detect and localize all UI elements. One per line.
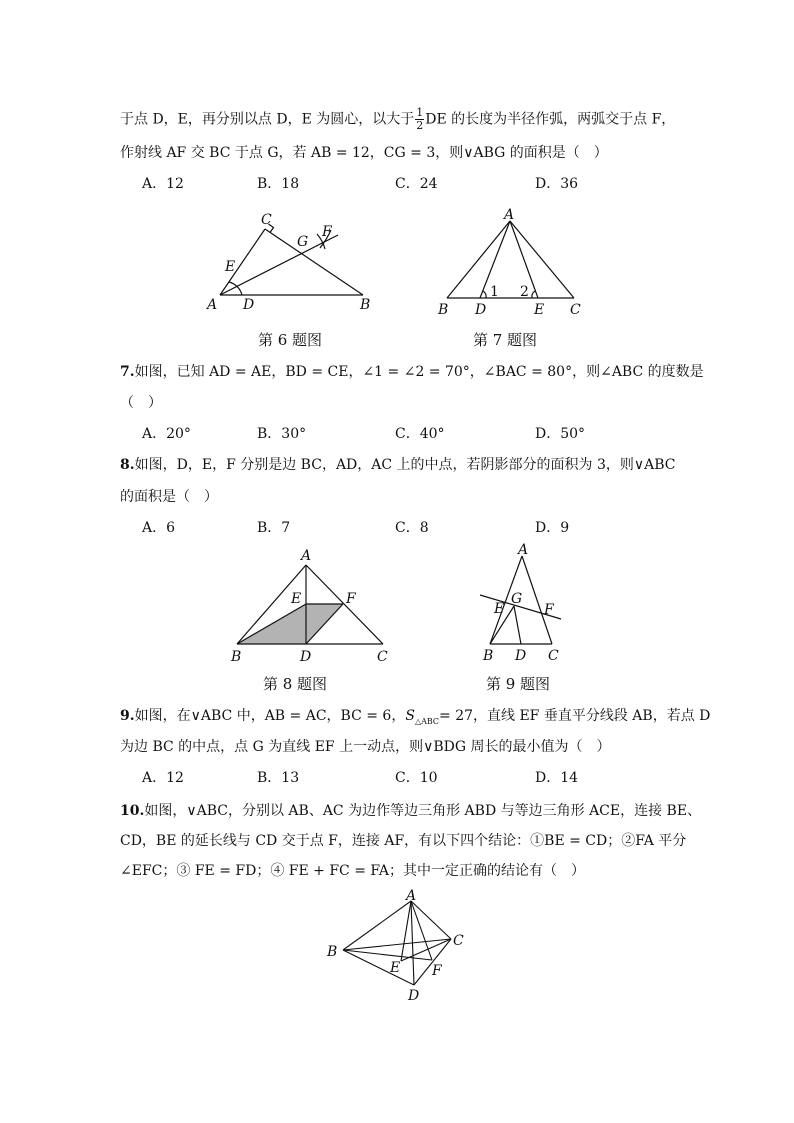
q9-text-a: 如图，在∨ABC 中，AB = AC，BC = 6， xyxy=(134,708,406,724)
fig6-label-g: G xyxy=(297,234,309,250)
q8-number: 8. xyxy=(120,457,135,473)
fig9-label-d: D xyxy=(515,648,527,664)
fig10-segment-ab xyxy=(343,901,411,950)
fig10-segment-bc xyxy=(343,939,451,950)
fig9-label-g: G xyxy=(511,591,523,607)
q10-number: 10. xyxy=(120,803,145,819)
fig7-label-angle-2: 2 xyxy=(520,284,529,300)
q6-line2: 作射线 AF 交 BC 于点 G，若 AB = 12，CG = 3，则∨ABG 的面积是（ ） xyxy=(120,145,608,161)
q10-text: 如图，∨ABC，分别以 AB、AC 为边作等边三角形 ABD 与等边三角形 ACE，连接 BE、 xyxy=(144,803,702,819)
q6-text-b: DE 的长度为半径作弧，两弧交于点 F， xyxy=(425,111,676,128)
q6-text-a: 于点 D，E，再分别以点 D，E 为圆心，以大于 xyxy=(120,111,415,128)
fig8-label-b: B xyxy=(231,649,242,665)
fig6-label-d: D xyxy=(243,297,255,313)
q9-number: 9. xyxy=(120,708,135,724)
fig7-angle-1-arc xyxy=(483,291,486,298)
q9-line1 xyxy=(120,706,710,732)
fig8-caption: 第 8 题图 xyxy=(262,675,328,693)
q7-text: 如图，已知 AD = AE，BD = CE，∠1 = ∠2 = 70°，∠BAC = 80°，则∠ABC 的度数是 xyxy=(134,364,704,380)
fig6-caption: 第 6 题图 xyxy=(257,331,323,349)
fig9-label-c: C xyxy=(548,648,559,664)
q6-option-b[interactable]: B．18 xyxy=(257,176,300,192)
q8-option-a[interactable]: A．6 xyxy=(142,520,176,536)
fig9-label-a: A xyxy=(518,543,529,558)
fig7-caption: 第 7 题图 xyxy=(472,331,538,349)
q6-frac-num: 1 xyxy=(416,106,424,119)
fig8-label-f: F xyxy=(346,591,356,607)
q8-line1 xyxy=(120,455,676,475)
q6-option-c[interactable]: C．24 xyxy=(395,176,438,192)
fig8-shaded-region xyxy=(237,604,343,644)
fig6-label-a: A xyxy=(207,297,218,313)
q8-option-b[interactable]: B．7 xyxy=(257,520,291,536)
fig6-label-b: B xyxy=(360,297,371,313)
fig8-label-c: C xyxy=(377,649,388,665)
figure-8 xyxy=(225,543,395,668)
fig8-label-e: E xyxy=(291,591,302,607)
fig7-label-b: B xyxy=(438,302,449,318)
q7-option-c[interactable]: C．40° xyxy=(395,426,445,442)
q7-option-b[interactable]: B．30° xyxy=(257,426,307,442)
fig10-label-b: B xyxy=(327,944,338,960)
q9-option-d[interactable]: D．14 xyxy=(535,770,579,786)
fig6-label-f: F xyxy=(322,224,332,240)
fig7-segment-ab xyxy=(447,221,510,298)
fig9-label-f: F xyxy=(544,602,554,618)
fig7-label-e: E xyxy=(534,302,545,318)
q10-line3: ∠EFC；③ FE = FD；④ FE + FC = FA；其中一定正确的结论有（ ） xyxy=(120,863,586,879)
fig10-label-f: F xyxy=(432,963,442,979)
fig6-arc-de xyxy=(229,282,242,295)
q6-option-a[interactable]: A．12 xyxy=(142,176,184,192)
q9-area-symbol: S xyxy=(405,708,415,724)
q9-text-b: = 27，直线 EF 垂直平分线段 AB，若点 D xyxy=(439,708,711,724)
q9-option-b[interactable]: B．13 xyxy=(257,770,300,786)
q6-line1 xyxy=(120,107,675,132)
figure-9 xyxy=(478,543,568,668)
fig9-caption: 第 9 题图 xyxy=(485,675,551,693)
q8-line2: 的面积是（ ） xyxy=(120,489,218,505)
fig6-segment-cb xyxy=(265,229,363,295)
fig6-label-c: C xyxy=(261,212,272,228)
q9-area-subscript: △ABC xyxy=(414,716,440,726)
fig10-label-d: D xyxy=(408,988,420,1004)
fig8-label-d: D xyxy=(300,649,312,665)
q7-line1 xyxy=(120,362,704,382)
q8-text: 如图，D，E，F 分别是边 BC，AD，AC 上的中点，若阴影部分的面积为 3，则∨ABC xyxy=(134,457,676,473)
fig7-label-d: D xyxy=(475,302,487,318)
q8-options xyxy=(142,518,662,538)
fig10-segment-ae xyxy=(401,901,411,961)
fig10-label-e: E xyxy=(390,960,401,976)
figure-7 xyxy=(432,205,592,320)
fig10-segment-bd xyxy=(343,950,414,985)
fig9-segment-gd xyxy=(514,606,521,644)
q10-line1 xyxy=(120,801,701,821)
fig7-angle-2-arc xyxy=(532,291,535,298)
fig7-label-a: A xyxy=(504,207,515,223)
fig9-segment-ac xyxy=(522,556,552,644)
q8-option-d[interactable]: D．9 xyxy=(535,520,570,536)
figure-6 xyxy=(205,205,385,320)
q7-number: 7. xyxy=(120,364,135,380)
q9-option-c[interactable]: C．10 xyxy=(395,770,438,786)
q6-frac-den: 2 xyxy=(416,119,424,132)
fig10-line-bf xyxy=(343,950,432,960)
q9-options xyxy=(142,768,662,788)
q7-option-d[interactable]: D．50° xyxy=(535,426,586,442)
q8-option-c[interactable]: C．8 xyxy=(395,520,429,536)
fig6-label-e: E xyxy=(225,259,236,275)
figure-10 xyxy=(320,888,480,1008)
fig7-label-c: C xyxy=(570,302,581,318)
q6-option-d[interactable]: D．36 xyxy=(535,176,579,192)
fig10-segment-ac xyxy=(411,901,451,939)
q9-line2: 为边 BC 的中点，点 G 为直线 EF 上一动点，则∨BDG 周长的最小值为（ ） xyxy=(120,739,611,755)
q6-options xyxy=(142,174,662,194)
q7-option-a[interactable]: A．20° xyxy=(142,426,191,442)
fig9-label-e: E xyxy=(494,601,505,617)
q9-option-a[interactable]: A．12 xyxy=(142,770,184,786)
fig9-label-b: B xyxy=(483,648,494,664)
fig10-label-a: A xyxy=(406,888,417,904)
q6-fraction xyxy=(415,107,424,132)
fig7-label-angle-1: 1 xyxy=(490,284,499,300)
fig10-segment-af xyxy=(411,901,432,960)
q7-line2: （ ） xyxy=(120,395,162,411)
fig8-label-a: A xyxy=(301,548,312,564)
q10-line2: CD，BE 的延长线与 CD 交于点 F，连接 AF，有以下四个结论：①BE = CD；②FA 平分 xyxy=(120,833,687,849)
q7-options xyxy=(142,424,662,444)
fig10-label-c: C xyxy=(453,933,464,949)
